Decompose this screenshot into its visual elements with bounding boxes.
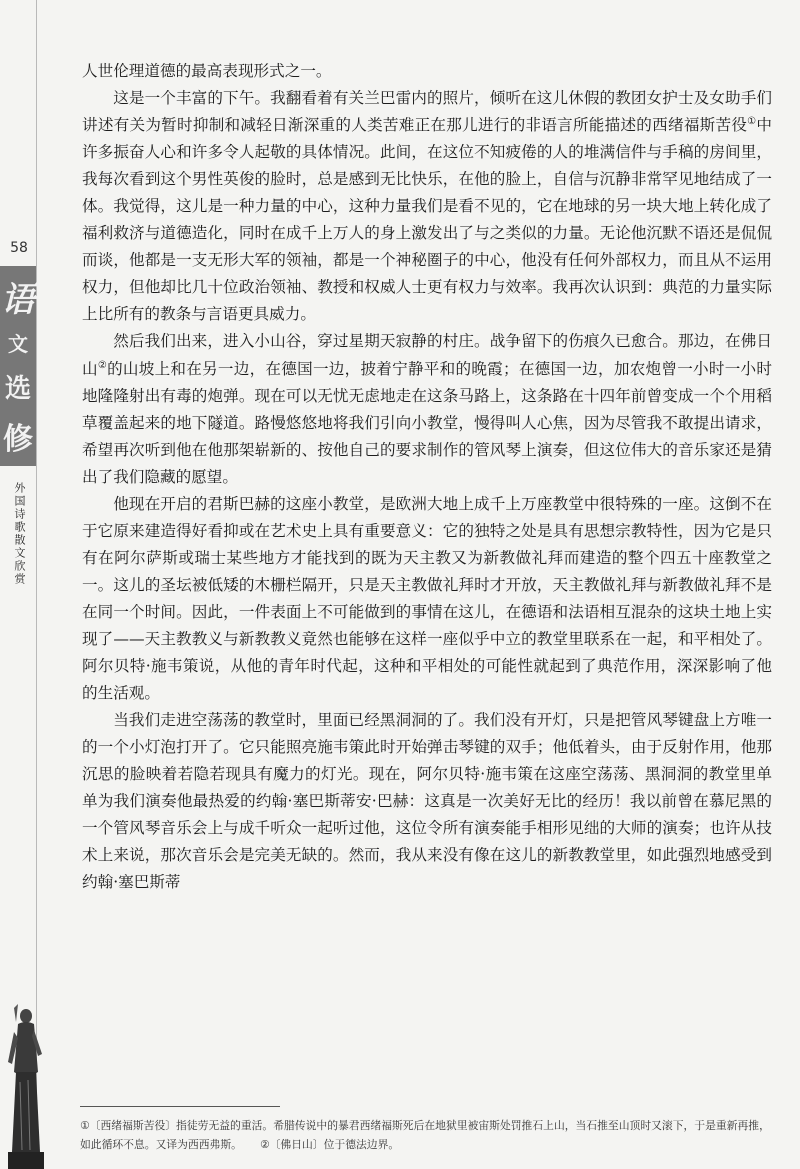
footnote (80, 1116, 770, 1154)
side-tab (0, 266, 36, 466)
footnotes (80, 1116, 770, 1154)
paragraph-text: 当我们走进空荡荡的教堂时，里面已经黑洞洞的了。我们没有开灯，只是把管风琴键盘上方唯一的一个小灯泡打开了。它只能照亮施韦策此时开始弹击琴键的双手；他低着头，由于反射作用，他那沉思的脸映着若隐若现具有魔力的灯光。现在，阿尔贝特·施韦策在这座空荡荡、黑洞洞的教堂里单单为我们演奏他最热爱的约翰·塞巴斯蒂安·巴赫：这真是一次美好无比的经历！我以前曾在慕尼黑的一个管风琴音乐会上与成千听众一起听过他，这位令所有演奏能手相形见绌的大师的演奏；也许从技术上来说，那次音乐会是完美无缺的。然而，我从来没有像在这儿的新教教堂里，如此强烈地感受到约翰·塞巴斯蒂 (82, 711, 772, 892)
side-tab-char: 文 (8, 332, 28, 356)
paragraph (82, 707, 772, 896)
paragraph (82, 85, 772, 328)
paragraph-text: 然后我们出来，进入小山谷，穿过星期天寂静的村庄。战争留下的伤痕久已愈合。那边，在佛日山 (82, 332, 772, 378)
paragraph-text: 他现在开启的君斯巴赫的这座小教堂，是欧洲大地上成千上万座教堂中很特殊的一座。这倒不在于它原来建造得好看抑或在艺术史上具有重要意义：它的独特之处是具有思想宗教特性，因为它是只有在阿尔萨斯或瑞士某些地方才能找到的既为天主教又为新教做礼拜而建造的整个四五十座教堂之一。这儿的圣坛被低矮的木栅栏隔开，只是天主教做礼拜时才开放，天主教做礼拜与新教做礼拜不是在同一个时间。因此，一件表面上不可能做到的事情在这儿，在德语和法语相互混杂的这块土地上实现了——天主教教义与新教教义竟然也能够在这样一座似乎中立的教堂里联系在一起，和平相处了。阿尔贝特·施韦策说，从他的青年时代起，这种和平相处的可能性就起到了典范作用，深深影响了他的生活观。 (82, 494, 772, 703)
paragraph (82, 58, 772, 85)
side-tab-char: 修 (3, 422, 33, 457)
series-label: 外国诗歌散文欣赏 (13, 482, 26, 586)
paragraph-text: 中许多振奋人心和许多令人起敬的具体情况。此间，在这位不知疲倦的人的堆满信件与手稿的房间里，我每次看到这个男性英俊的脸时，总是感到无比快乐，在他的脸上，自信与沉静非常罕见地结成了一体。我觉得，这儿是一种力量的中心，这种力量我们是看不见的，它在地球的另一块大地上转化成了福利救济与道德造化，同时在成千上万人的身上激发出了与之类似的力量。无论他沉默不语还是侃侃而谈，他都是一支无形大军的领袖，都是一个神秘圈子的中心，他没有任何外部权力，而且从不运用权力，但他却比几十位政治领袖、教授和权威人士更有权力与效率。我再次认识到：典范的力量实际上比所有的教条与言语更具威力。 (82, 116, 772, 324)
paragraph-text: 人世伦理道德的最高表现形式之一。 (82, 62, 332, 80)
footnote-marker[interactable]: ② (97, 359, 108, 371)
paragraph-text: 这是一个丰富的下午。我翻看着有关兰巴雷内的照片，倾听在这儿休假的教团女护士及女助手们讲述有关为暂时抑制和减轻日渐深重的人类苦难正在那儿进行的非语言所能描述的西绪福斯苦役 (82, 89, 772, 135)
margin-rule (36, 0, 37, 1169)
side-tab-char: 语 (1, 280, 35, 320)
article-body (82, 58, 772, 896)
footnote-divider (80, 1106, 280, 1107)
page-number: 58 (10, 240, 28, 256)
footnote-marker[interactable]: ① (747, 116, 757, 128)
footnote-text: ②〔佛日山〕位于德法边界。 (259, 1138, 400, 1151)
paragraph-text: 的山坡上和在另一边，在德国一边，披着宁静平和的晚霞；在德国一边，加农炮曾一小时一小时地隆隆射出有毒的炮弹。现在可以无忧无虑地走在这条马路上，这条路在十四年前曾变成一个个用稻草覆盖起来的地下隧道。路慢悠悠地将我们引向小教堂，慢得叫人心焦，因为尽管我不敢提出请求，希望再次听到他在他那架崭新的、按他自己的要求制作的管风琴上演奏，但这位伟大的音乐家还是猜出了我们隐藏的愿望。 (82, 359, 772, 486)
footnote-text: ①〔西绪福斯苦役〕指徒劳无益的重活。希腊传说中的暴君西绪福斯死后在地狱里被宙斯处罚推石上山，当石推至山顶时又滚下，于是重新再推，如此循环不息。又译为西西弗斯。 (80, 1119, 770, 1151)
paragraph (82, 328, 772, 490)
statue-icon (4, 1002, 48, 1169)
side-tab-char: 选 (4, 374, 31, 404)
paragraph (82, 491, 772, 707)
